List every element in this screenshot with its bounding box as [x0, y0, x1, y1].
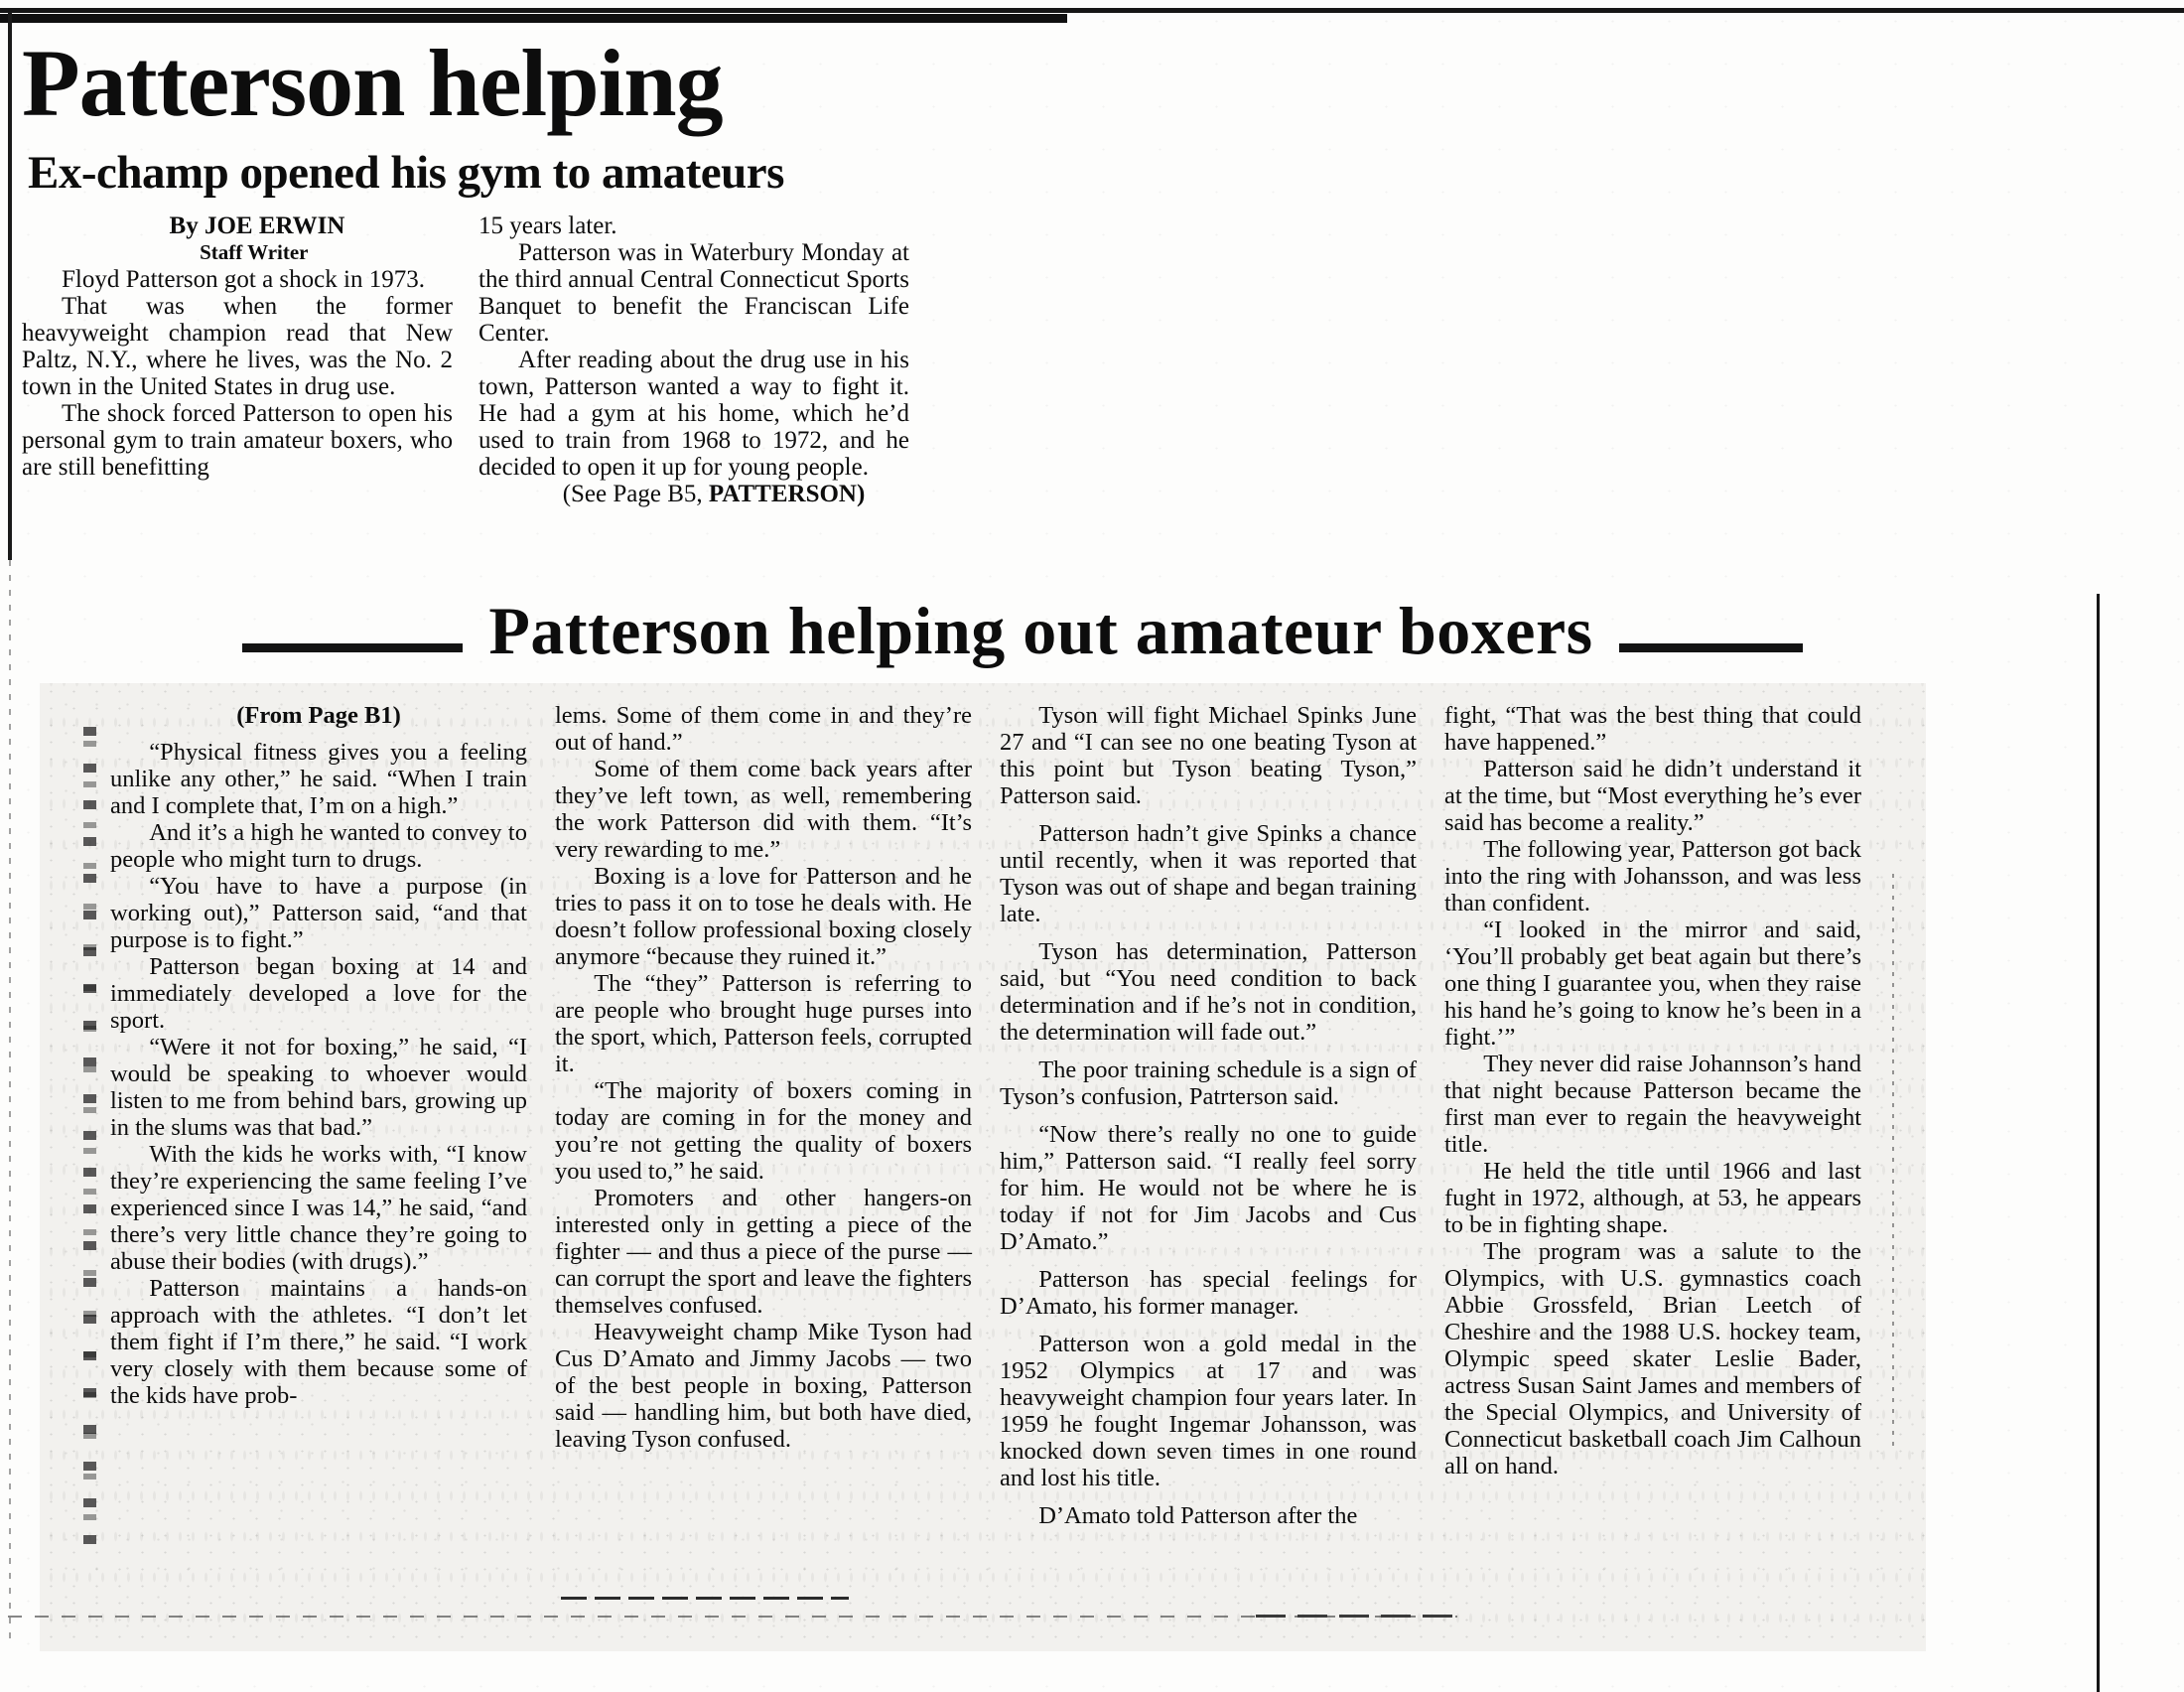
paragraph: Patterson hadn’t give Spinks a chance until recently, when it was reported that Tyson was out of shape and began training late.: [1000, 820, 1417, 928]
paragraph: Some of them come back years after they’ve left town, as well, remembering the work Patterson did with them. “It’s very rewarding to me.”: [555, 756, 972, 864]
paragraph: And it’s a high he wanted to convey to people who might turn to drugs.: [110, 819, 527, 874]
paragraph: The poor training schedule is a sign of Tyson’s confusion, Patrterson said.: [1000, 1057, 1417, 1111]
paragraph: The “they” Patterson is referring to are people who brought huge purses into the sport, which, Patterson feels, corrupted it.: [555, 970, 972, 1078]
paragraph: The shock forced Patterson to open his personal gym to train amateur boxers, who are still benefitting: [22, 400, 453, 482]
paragraph: The program was a salute to the Olympics, with U.S. gymnastics coach Abbie Grossfeld, Brian Leetch of Cheshire and the 1988 U.S. hockey team, Olympic speed skater Leslie Bader, actress Susan Saint James and members of the Special Olympics, and University of Connecticut basketball coach Jim Calhoun all on hand.: [1444, 1238, 1861, 1480]
margin-ink-marks: [83, 727, 96, 1554]
byline-title: Staff Writer: [200, 240, 309, 265]
top-border-rule: [0, 8, 2184, 13]
top-border-rule-thick: [0, 14, 1067, 23]
paragraph: “Physical fitness gives you a feeling unlike any other,” he said. “When I train and I complete that, I’m on a high.”: [110, 739, 527, 820]
paragraph: The following year, Patterson got back into the ring with Johansson, and was less than confident.: [1444, 836, 1861, 917]
right-column-rule: [2097, 594, 2100, 1692]
paragraph: Patterson was in Waterbury Monday at the third annual Central Connecticut Sports Banquet to benefit the Franciscan Life Center.: [478, 239, 909, 348]
main-headline: Patterson helping: [22, 30, 723, 136]
jump-line: [478, 481, 909, 507]
paragraph: After reading about the drug use in his town, Patterson wanted a way to fight it. He had a gym at his home, which he’d used to train from 1968 to 1972, and he decided to open it up for young people.: [478, 347, 909, 482]
paragraph: “The majority of boxers coming in today are coming in for the money and you’re not getting the quality of boxers you used to,” he said.: [555, 1077, 972, 1186]
paragraph: “Now there’s really no one to guide him,” Patterson said. “I really feel sorry for him. He would not be where he is today if not for Jim Jacobs and Cus D’Amato.”: [1000, 1121, 1417, 1256]
jump-column-4: [1444, 702, 1861, 1540]
sub-headline: Ex-champ opened his gym to amateurs: [28, 146, 784, 199]
headline-rule-right: [1619, 643, 1803, 652]
paragraph: They never did raise Johannson’s hand that night because Patterson became the first man ever to regain the heavyweight title.: [1444, 1051, 1861, 1159]
bottom-dashed-rule-right: [1256, 1615, 1459, 1618]
headline-rule-left: [242, 643, 463, 652]
front-article-column-1: [22, 212, 453, 507]
paragraph: 15 years later.: [478, 212, 617, 240]
left-border-rule: [8, 12, 12, 560]
paragraph: Heavyweight champ Mike Tyson had Cus D’Amato and Jimmy Jacobs — two of the best people in boxing, Patterson said — handling him, but both have died, leaving Tyson confused.: [555, 1319, 972, 1454]
front-article-column-2: [478, 212, 909, 507]
paragraph: Tyson has determination, Patterson said, but “You need condition to back determination and if he’s not in condition, the determination will fade out.”: [1000, 938, 1417, 1047]
paragraph: “Were it not for boxing,” he said, “I would be speaking to whoever would listen to me from behind bars, growing up in the slums was that bad.”: [110, 1034, 527, 1142]
paragraph: Patterson maintains a hands-on approach with the athletes. “I don’t let them fight if I’m there,” he said. “I work very closely with them because some of the kids have prob-: [110, 1275, 527, 1410]
jump-headline-row: [144, 593, 1901, 668]
paragraph: D’Amato told Patterson after the: [1038, 1502, 1358, 1530]
jump-headline: Patterson helping out amateur boxers: [488, 593, 1593, 668]
front-page-article: [22, 30, 917, 508]
paragraph: That was when the former heavyweight champion read that New Paltz, N.Y., where he lives, was the No. 2 town in the United States in drug use.: [22, 293, 453, 401]
paragraph: He held the title until 1966 and last fught in 1972, although, at 53, he appears to be in fighting shape.: [1444, 1158, 1861, 1239]
paragraph: Patterson said he didn’t understand it at the time, but “Most everything he’s ever said has become a reality.”: [1444, 756, 1861, 837]
jump-page-article: [55, 593, 1901, 1540]
paragraph: “You have to have a purpose (in working out),” Patterson said, “and that purpose is to fight.”: [110, 873, 527, 954]
jump-column-1: [110, 702, 527, 1540]
paragraph: “I looked in the mirror and said, ‘You’ll probably get beat again but there’s one thing I guarantee you, when they raise his hand he’s going to know he’s been in a fight.’”: [1444, 916, 1861, 1052]
bottom-dashed-rule-long: [8, 1616, 1457, 1618]
bottom-dashed-rule-dark: [561, 1597, 849, 1600]
paragraph: Patterson won a gold medal in the 1952 Olympics at 17 and was heavyweight champion four years later. In 1959 he fought Ingemar Johansson, was knocked down seven times in one round and lost his title.: [1000, 1331, 1417, 1492]
left-border-rule-faint: [9, 560, 11, 1642]
paragraph: lems. Some of them come in and they’re out of hand.”: [555, 702, 972, 757]
paragraph: Promoters and other hangers-on interested only in getting a piece of the fighter — and thus a piece of the purse — can corrupt the sport and leave the fighters themselves confused.: [555, 1185, 972, 1320]
jump-column-3: [1000, 702, 1417, 1540]
paragraph: fight, “That was the best thing that could have happened.”: [1444, 702, 1861, 757]
front-article-columns: [22, 212, 917, 507]
paragraph: Boxing is a love for Patterson and he tries to pass it on to tose he deals with. He doesn’t follow professional boxing closely anymore “because they ruined it.”: [555, 863, 972, 971]
paragraph: Floyd Patterson got a shock in 1973.: [62, 266, 425, 294]
from-page-line: (From Page B1): [236, 702, 401, 730]
byline: By JOE ERWIN: [169, 212, 345, 240]
jump-article-columns: [110, 702, 1901, 1540]
paragraph: Patterson has special feelings for D’Amato, his former manager.: [1000, 1266, 1417, 1321]
paragraph: With the kids he works with, “I know they’re experiencing the same feeling I’ve experienced since I was 14,” he said, “and there’s very little chance they’re going to abuse their bodies (with drugs).”: [110, 1141, 527, 1276]
jump-line-target: PATTERSON): [708, 481, 866, 508]
paragraph: Tyson will fight Michael Spinks June 27 and “I can see no one beating Tyson at this point but Tyson beating Tyson,” Patterson said.: [1000, 702, 1417, 810]
jump-line-prefix: (See Page B5,: [562, 481, 709, 508]
paragraph: Patterson began boxing at 14 and immediately developed a love for the sport.: [110, 953, 527, 1035]
jump-column-2: [555, 702, 972, 1540]
